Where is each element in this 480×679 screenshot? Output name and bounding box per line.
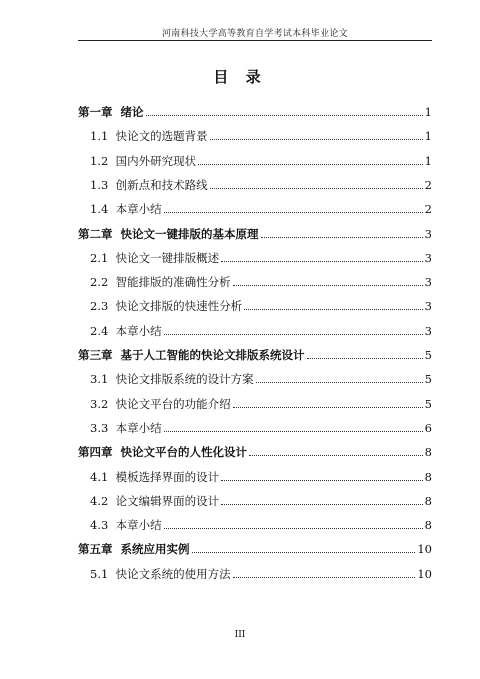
toc-section-entry[interactable] — [78, 566, 432, 582]
toc-entry-title: 系统应用实例 — [120, 542, 190, 557]
toc-dot-leader — [210, 139, 423, 140]
toc-dot-leader — [256, 382, 423, 383]
toc-dot-leader — [164, 334, 423, 335]
toc-dot-leader — [164, 528, 423, 529]
toc-entry-title: 基于人工智能的快论文排版系统设计 — [120, 348, 305, 362]
toc-entry-number: 4.1 — [90, 469, 116, 484]
toc-section-entry[interactable] — [78, 469, 432, 485]
toc-page-number: 6 — [424, 420, 432, 435]
toc-section-entry[interactable] — [78, 371, 432, 387]
toc-page-number: 8 — [424, 518, 432, 533]
toc-dot-leader — [249, 455, 423, 456]
toc-section-entry[interactable] — [78, 128, 432, 144]
toc-entry-title: 本章小结 — [115, 323, 162, 338]
toc-dot-leader — [307, 358, 423, 359]
toc-page-number: 5 — [424, 372, 432, 387]
toc-entry-number: 2.4 — [90, 323, 116, 338]
header-rule — [78, 40, 432, 41]
toc-dot-leader — [244, 309, 423, 310]
toc-entry-title: 国内外研究现状 — [115, 153, 197, 168]
toc-page-number: 1 — [424, 105, 432, 119]
toc-entry-title: 模板选择界面的设计 — [115, 469, 220, 484]
toc-section-entry[interactable] — [78, 517, 432, 533]
toc-page-number: 8 — [424, 469, 432, 484]
toc-entry-number: 2.1 — [90, 250, 116, 265]
toc-entry-number: 第四章 — [78, 445, 121, 460]
toc-entry-number: 1.4 — [90, 202, 116, 217]
toc-entry-number: 2.3 — [90, 299, 116, 314]
toc-page-number: 1 — [424, 129, 432, 144]
toc-chapter-entry[interactable] — [78, 104, 432, 120]
toc-title: 目 录 — [213, 68, 267, 86]
toc-dot-leader — [210, 188, 423, 189]
toc-entry-title: 本章小结 — [115, 420, 162, 435]
toc-dot-leader — [164, 431, 423, 432]
toc-section-entry[interactable] — [78, 396, 432, 412]
toc-section-entry[interactable] — [78, 298, 432, 314]
toc-chapter-entry[interactable] — [78, 226, 432, 242]
toc-chapter-entry[interactable] — [78, 541, 432, 557]
toc-page-number: 8 — [424, 493, 432, 508]
toc-entry-number: 3.1 — [90, 372, 116, 387]
toc-section-entry[interactable] — [78, 420, 432, 436]
toc-entry-number: 第一章 — [78, 105, 121, 119]
toc-section-entry[interactable] — [78, 250, 432, 266]
toc-page-number: 3 — [424, 250, 432, 265]
toc-entry-title: 绪论 — [120, 105, 144, 119]
running-header: 河南科技大学高等教育自学考试本科毕业论文 — [161, 29, 348, 39]
page-number: III — [234, 630, 246, 640]
toc-section-entry[interactable] — [78, 274, 432, 290]
toc-entry-number: 第五章 — [78, 542, 121, 557]
toc-entry-title: 智能排版的准确性分析 — [115, 275, 231, 290]
toc-entry-title: 论文编辑界面的设计 — [115, 493, 220, 508]
toc-page-number: 1 — [424, 153, 432, 168]
toc-section-entry[interactable] — [78, 493, 432, 509]
toc-dot-leader — [221, 261, 423, 262]
toc-dot-leader — [221, 480, 423, 481]
toc-page-number: 3 — [424, 299, 432, 314]
toc-entry-number: 4.2 — [90, 493, 116, 508]
toc-dot-leader — [233, 577, 416, 578]
toc-page-number: 2 — [424, 177, 432, 192]
toc-entry-title: 快论文系统的使用方法 — [115, 566, 231, 581]
toc-entry-title: 快论文排版的快速性分析 — [115, 299, 243, 314]
toc-entry-number: 2.2 — [90, 275, 116, 290]
toc-page-number: 10 — [417, 566, 432, 581]
toc-chapter-entry[interactable] — [78, 347, 432, 363]
toc-dot-leader — [261, 237, 423, 238]
toc-entry-title: 快论文一键排版的基本原理 — [120, 226, 259, 241]
toc-dot-leader — [164, 212, 423, 213]
toc-entry-title: 本章小结 — [115, 518, 162, 533]
toc-entry-title: 快论文平台的人性化设计 — [120, 445, 248, 460]
toc-section-entry[interactable] — [78, 323, 432, 339]
toc-entry-title: 快论文平台的功能介绍 — [115, 396, 231, 411]
toc-chapter-entry[interactable] — [78, 444, 432, 460]
toc-entry-number: 5.1 — [90, 566, 116, 581]
toc-entry-title: 快论文的选题背景 — [115, 129, 208, 144]
toc-dot-leader — [198, 164, 423, 165]
toc-page-number: 3 — [424, 275, 432, 290]
toc-dot-leader — [146, 115, 423, 116]
toc-section-entry[interactable] — [78, 177, 432, 193]
toc-section-entry[interactable] — [78, 201, 432, 217]
toc-entry-number: 第三章 — [78, 348, 121, 362]
toc-dot-leader — [221, 504, 423, 505]
toc-entry-title: 快论文排版系统的设计方案 — [115, 372, 254, 387]
toc-section-entry[interactable] — [78, 153, 432, 169]
toc-page-number: 5 — [424, 396, 432, 411]
toc-page-number: 3 — [424, 323, 432, 338]
toc-page-number: 5 — [424, 348, 432, 362]
toc-entry-number: 1.3 — [90, 177, 116, 192]
toc-entry-number: 第二章 — [78, 226, 121, 241]
toc-entry-title: 本章小结 — [115, 202, 162, 217]
toc-page-number: 2 — [424, 202, 432, 217]
toc-page-number: 10 — [417, 542, 432, 557]
toc-entry-title: 快论文一键排版概述 — [115, 250, 220, 265]
toc-entry-title: 创新点和技术路线 — [115, 177, 208, 192]
toc-entry-number: 3.2 — [90, 396, 116, 411]
toc-dot-leader — [233, 285, 423, 286]
toc-dot-leader — [192, 552, 416, 553]
toc-entry-number: 1.2 — [90, 153, 116, 168]
toc-entry-number: 3.3 — [90, 420, 116, 435]
toc-dot-leader — [233, 407, 423, 408]
toc-entry-number: 1.1 — [90, 129, 116, 144]
toc-page-number: 8 — [424, 445, 432, 460]
toc-page-number: 3 — [424, 226, 432, 241]
toc-entry-number: 4.3 — [90, 518, 116, 533]
